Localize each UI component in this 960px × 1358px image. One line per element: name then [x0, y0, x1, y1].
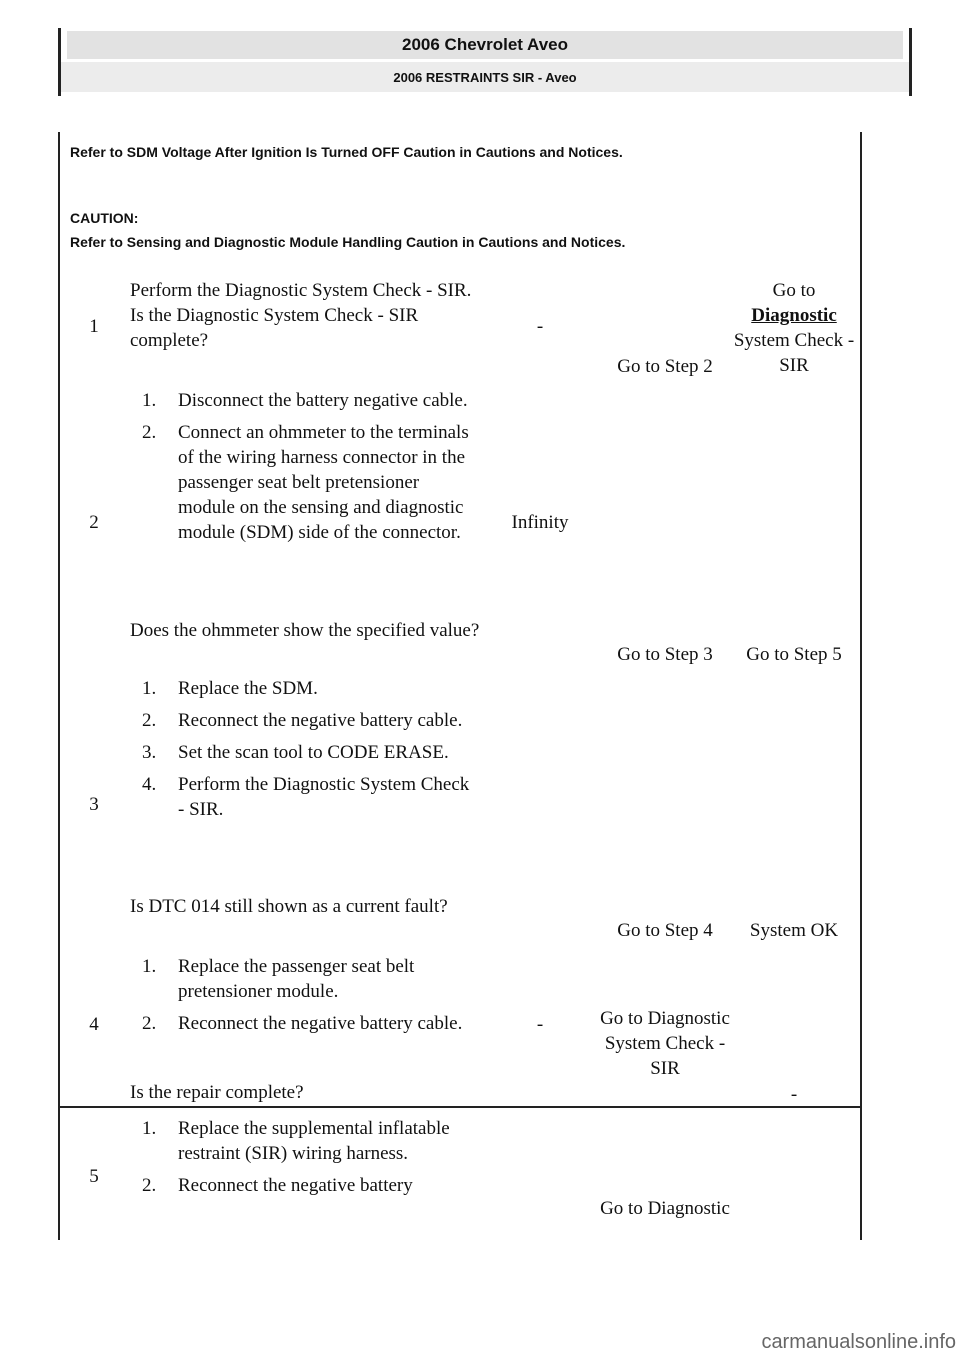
no-action — [728, 278, 860, 378]
no-action: - — [790, 1084, 798, 1105]
no-action-suffix: System Check - SIR — [733, 330, 855, 376]
no-action: Go to Step 5 — [746, 644, 842, 665]
document-subtitle: 2006 RESTRAINTS SIR - Aveo — [61, 62, 909, 92]
step-value: - — [536, 316, 544, 337]
caution-label: CAUTION: — [70, 210, 139, 226]
action-list — [142, 676, 478, 829]
list-item: 1. Replace the SDM. — [142, 678, 318, 699]
list-item: 2. Reconnect the negative battery cable. — [142, 1013, 463, 1034]
list-item: 3. Set the scan tool to CODE ERASE. — [142, 742, 449, 763]
row-divider — [60, 1106, 860, 1108]
step-number: 4 — [89, 1014, 99, 1035]
no-action-prefix: Go to — [772, 280, 816, 301]
document-title: 2006 Chevrolet Aveo — [67, 31, 903, 59]
step-question: Is DTC 014 still shown as a current fault? — [130, 896, 448, 917]
caution-note-1: Refer to SDM Voltage After Ignition Is Turned OFF Caution in Cautions and Notices. — [70, 144, 623, 160]
yes-action: Go to Step 2 — [617, 356, 713, 377]
no-action: System OK — [749, 920, 839, 941]
step-question: Is the repair complete? — [130, 1082, 304, 1103]
document-header — [58, 28, 912, 96]
yes-action: Go to Diagnostic System Check - SIR — [600, 1008, 730, 1079]
list-item: 1. Replace the passenger seat belt pretensioner module. — [142, 956, 415, 1002]
action-list — [142, 1116, 478, 1205]
list-item: 1. Replace the supplemental inflatable restraint (SIR) wiring harness. — [142, 1118, 450, 1164]
step-question: Does the ohmmeter show the specified value? — [130, 620, 480, 641]
step-question: Perform the Diagnostic System Check - SIR. Is the Diagnostic System Check - SIR complete? — [130, 280, 472, 351]
diagnostic-link[interactable]: Diagnostic — [751, 305, 837, 326]
diagnostic-table — [58, 132, 862, 1240]
list-item: 1. Disconnect the battery negative cable. — [142, 390, 468, 411]
action-list — [142, 388, 478, 552]
list-item: 2. Reconnect the negative battery cable. — [142, 710, 463, 731]
list-item: 2. Connect an ohmmeter to the terminals of the wiring harness connector in the passenger seat belt pretensioner module on the sensing and diagnostic module (SDM) side of the connector. — [142, 422, 469, 543]
list-item: 2. Reconnect the negative battery — [142, 1175, 413, 1196]
step-number: 3 — [89, 794, 99, 815]
watermark-footer: carmanualsonline.info — [761, 1331, 956, 1353]
step-number: 5 — [89, 1166, 99, 1187]
yes-action: Go to Diagnostic — [600, 1198, 730, 1219]
list-item: 4. Perform the Diagnostic System Check - SIR. — [142, 774, 470, 820]
yes-action: Go to Step 4 — [617, 920, 713, 941]
step-value: - — [536, 1014, 544, 1035]
step-value: Infinity — [511, 512, 569, 533]
caution-note-2: Refer to Sensing and Diagnostic Module Handling Caution in Cautions and Notices. — [70, 234, 626, 250]
action-list — [142, 954, 478, 1043]
step-number: 1 — [89, 316, 99, 337]
step-number: 2 — [89, 512, 99, 533]
yes-action: Go to Step 3 — [617, 644, 713, 665]
